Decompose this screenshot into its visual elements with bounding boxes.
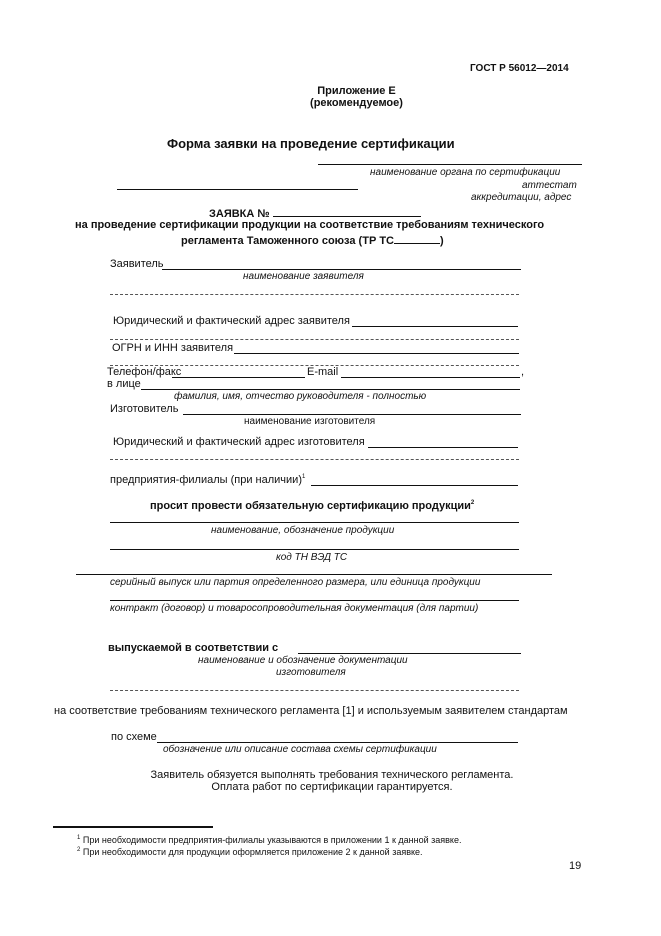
footnote-rule bbox=[53, 826, 213, 828]
applicant-address-label: Юридический и фактический адрес заявителя bbox=[113, 315, 350, 327]
manufacturer-label: Изготовитель bbox=[110, 403, 179, 415]
application-number: ЗАЯВКА № bbox=[209, 206, 421, 220]
manufacturer-address-extra-line[interactable] bbox=[110, 459, 519, 460]
addressee-accreditation: аккредитации, адрес bbox=[471, 192, 572, 203]
form-title: Форма заявки на проведение сертификации bbox=[167, 136, 455, 151]
application-subject-1: на проведение сертификации продукции на соответствие требованиям технического bbox=[75, 219, 545, 231]
scheme-hint: обозначение или описание состава схемы сертификации bbox=[163, 744, 437, 755]
product-field[interactable] bbox=[110, 522, 519, 523]
applicant-address-field[interactable] bbox=[352, 326, 518, 327]
footnote-1: $^1$ При необходимости предприятия-филиалы указываются в приложении 1 к данной заявке. bbox=[77, 835, 462, 845]
applicant-address-extra-line[interactable] bbox=[110, 339, 519, 340]
email-comma: , bbox=[521, 366, 525, 378]
addressee-line-1 bbox=[318, 164, 582, 165]
request-text: просит провести обязательную сертификацию продукции$^2$ bbox=[150, 500, 475, 512]
closing-line-1: Заявитель обязуется выполнять требования технического регламента. bbox=[150, 769, 514, 781]
email-field[interactable] bbox=[341, 377, 520, 378]
product-hint: наименование, обозначение продукции bbox=[211, 525, 395, 536]
footnote-2: $^2$ При необходимости для продукции оформляется приложение 2 к данной заявке. bbox=[77, 847, 423, 857]
tnved-field[interactable] bbox=[110, 549, 519, 550]
ogrn-inn-label: ОГРН и ИНН заявителя bbox=[112, 342, 234, 354]
applicant-field[interactable] bbox=[162, 269, 521, 270]
contract-field[interactable] bbox=[110, 600, 519, 601]
footnote-ref-2: 2 bbox=[470, 500, 475, 506]
closing-line-2: Оплата работ по сертификации гарантируется. bbox=[211, 781, 453, 793]
footnote-ref-1: 1 bbox=[301, 474, 306, 480]
manufacturer-field[interactable] bbox=[183, 414, 521, 415]
tnved-hint: код ТН ВЭД ТС bbox=[276, 552, 348, 563]
ogrn-inn-field[interactable] bbox=[234, 353, 519, 354]
manufacturer-address-label: Юридический и фактический адрес изготовителя bbox=[113, 436, 365, 448]
docs-hint-1: наименование и обозначение документации bbox=[198, 655, 408, 666]
batch-field[interactable] bbox=[76, 574, 552, 575]
applicant-label: Заявитель bbox=[110, 258, 164, 270]
batch-hint: серийный выпуск или партия определенного размера, или единица продукции bbox=[110, 577, 481, 588]
branches-field[interactable] bbox=[311, 485, 518, 486]
produced-by-label: выпускаемой в соответствии с bbox=[108, 642, 279, 654]
produced-by-field[interactable] bbox=[298, 653, 521, 654]
branches-label: предприятия-филиалы (при наличии)$^1$ bbox=[110, 474, 306, 486]
manufacturer-hint: наименование изготовителя bbox=[244, 416, 376, 427]
head-field[interactable] bbox=[141, 389, 520, 390]
annex-subtitle: (рекомендуемое) bbox=[310, 97, 403, 109]
contract-hint: контракт (договор) и товаросопроводительная документация (для партии) bbox=[110, 603, 479, 614]
annex-title: Приложение Е bbox=[317, 85, 396, 97]
standard-code: ГОСТ Р 56012—2014 bbox=[470, 63, 569, 74]
phone-field[interactable] bbox=[172, 377, 305, 378]
addressee-attestat: аттестат bbox=[522, 180, 577, 191]
scheme-field[interactable] bbox=[157, 742, 518, 743]
applicant-hint: наименование заявителя bbox=[243, 271, 364, 282]
docs-extra-line[interactable] bbox=[110, 690, 519, 691]
docs-hint-2: изготовителя bbox=[276, 667, 346, 678]
application-subject-2: регламента Таможенного союза (ТР ТС ) bbox=[181, 235, 444, 247]
addressee-line-2 bbox=[117, 189, 358, 190]
scheme-label: по схеме bbox=[111, 731, 157, 743]
addressee-body-hint: наименование органа по сертификации bbox=[370, 167, 561, 178]
conformity-text: на соответствие требованиям технического регламента [1] и используемым заявителем стандартам bbox=[54, 705, 568, 717]
manufacturer-address-field[interactable] bbox=[368, 447, 518, 448]
in-person-label: в лице bbox=[107, 378, 141, 390]
page-number: 19 bbox=[569, 860, 582, 872]
applicant-extra-line[interactable] bbox=[110, 294, 519, 295]
email-label: E-mail bbox=[307, 366, 339, 378]
phone-label: Телефон/факс bbox=[107, 366, 182, 378]
head-hint: фамилия, имя, отчество руководителя - полностью bbox=[174, 391, 427, 402]
